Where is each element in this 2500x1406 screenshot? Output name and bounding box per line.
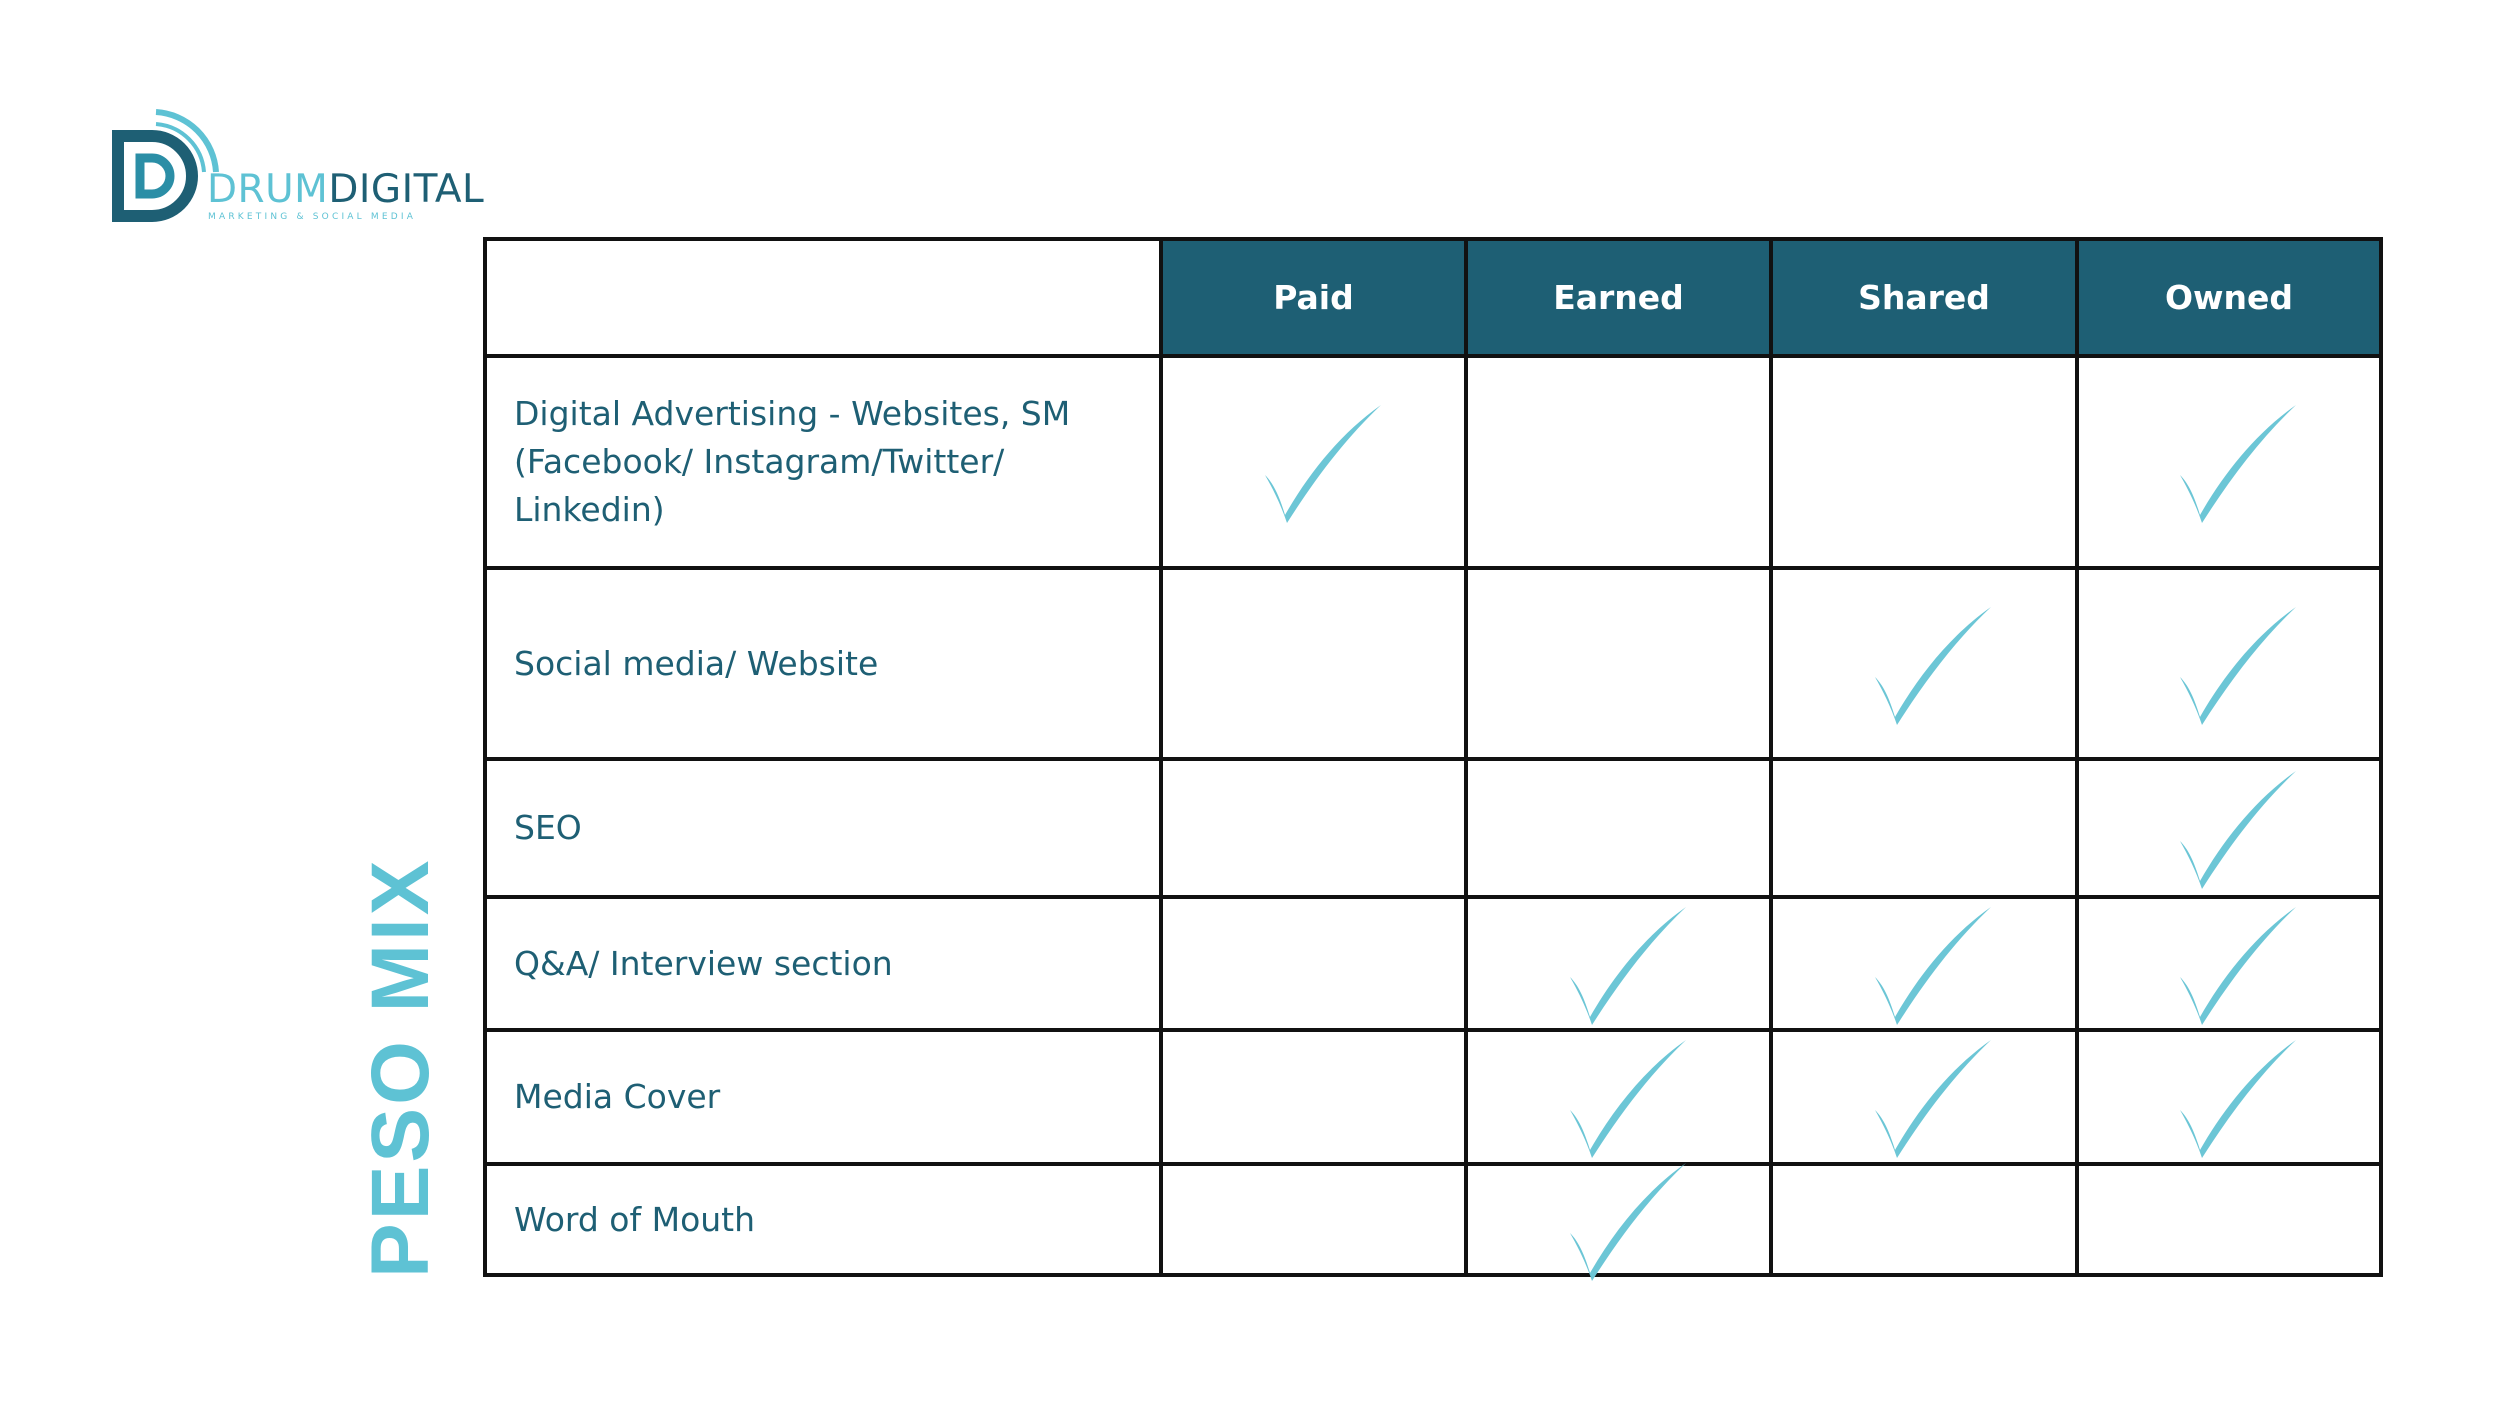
column-header-paid: Paid xyxy=(1159,237,1468,358)
table-cell-earned xyxy=(1464,566,1773,761)
brand-name-part1: DRUM xyxy=(207,167,329,212)
row-label: Social media/ Website xyxy=(483,566,1163,761)
column-header-earned: Earned xyxy=(1464,237,1773,358)
row-label: Digital Advertising - Websites, SM (Facebook/ Instagram/Twitter/ Linkedin) xyxy=(483,354,1163,570)
row-label: Word of Mouth xyxy=(483,1162,1163,1277)
table-cell-paid xyxy=(1159,1028,1468,1166)
check-mark-icon xyxy=(2172,599,2302,729)
check-mark-icon xyxy=(2172,899,2302,1029)
row-label: SEO xyxy=(483,757,1163,899)
check-mark-icon xyxy=(2172,1032,2302,1162)
table-cell-paid xyxy=(1159,895,1468,1032)
check-mark-icon xyxy=(2172,397,2302,527)
peso-mix-table xyxy=(485,239,2381,1275)
table-cell-paid xyxy=(1159,757,1468,899)
row-label: Q&A/ Interview section xyxy=(483,895,1163,1032)
table-cell-earned xyxy=(1464,757,1773,899)
table-corner-cell xyxy=(483,237,1163,358)
check-mark-icon xyxy=(1867,599,1997,729)
check-mark-icon xyxy=(1867,899,1997,1029)
check-mark-icon xyxy=(1867,1032,1997,1162)
table-cell-shared xyxy=(1769,757,2079,899)
column-header-shared: Shared xyxy=(1769,237,2079,358)
table-cell-earned xyxy=(1464,354,1773,570)
table-cell-owned xyxy=(2075,1162,2383,1277)
table-cell-paid xyxy=(1159,1162,1468,1277)
drum-digital-logo-icon xyxy=(112,108,222,228)
check-mark-icon xyxy=(2172,763,2302,893)
check-mark-icon xyxy=(1257,397,1387,527)
brand-name-part2: DIGITAL xyxy=(328,167,485,212)
check-mark-icon xyxy=(1562,1155,1692,1285)
table-cell-paid xyxy=(1159,566,1468,761)
brand-tagline: MARKETING & SOCIAL MEDIA xyxy=(208,212,417,222)
brand-logo xyxy=(112,108,485,228)
column-header-owned: Owned xyxy=(2075,237,2383,358)
brand-wordmark xyxy=(207,167,485,212)
check-mark-icon xyxy=(1562,899,1692,1029)
table-cell-shared xyxy=(1769,1162,2079,1277)
table-cell-shared xyxy=(1769,354,2079,570)
side-title: PESO MIX xyxy=(355,857,446,1278)
row-label: Media Cover xyxy=(483,1028,1163,1166)
check-mark-icon xyxy=(1562,1032,1692,1162)
